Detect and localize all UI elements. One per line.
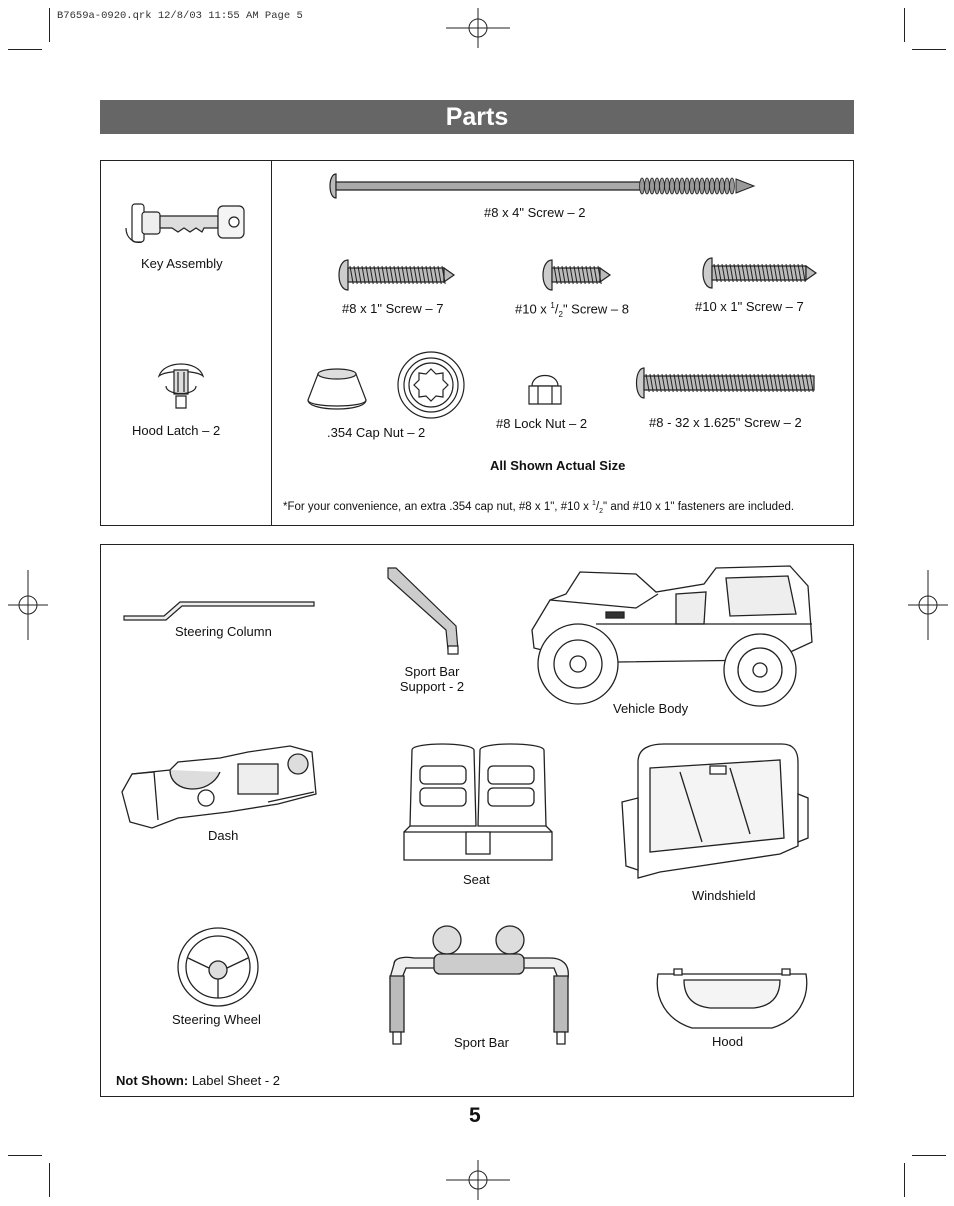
windshield-icon xyxy=(620,742,808,882)
sport-bar-support-label: Sport Bar Support - 2 xyxy=(399,664,465,694)
page-title: Parts xyxy=(445,103,509,131)
steering-column-label: Steering Column xyxy=(175,624,272,639)
sport-bar-support-icon xyxy=(384,566,464,658)
vehicle-body-label: Vehicle Body xyxy=(613,701,689,716)
key-assembly-icon xyxy=(124,198,248,248)
hood-icon xyxy=(654,968,810,1032)
registration-mark-icon xyxy=(446,8,510,48)
screw-10xhalf-label: #10 x $^1/_2$" Screw – 8 xyxy=(515,301,629,319)
crop-mark xyxy=(904,1163,905,1197)
vehicle-body-icon xyxy=(526,564,816,710)
screw-8x4-icon xyxy=(326,170,758,202)
crop-mark xyxy=(912,1155,946,1156)
cap-nut-side-icon xyxy=(304,366,370,414)
seat-label: Seat xyxy=(463,872,490,887)
sport-bar-label: Sport Bar xyxy=(454,1035,509,1050)
windshield-label: Windshield xyxy=(692,888,756,903)
screw-10xhalf-icon xyxy=(540,258,612,292)
crop-mark xyxy=(8,49,42,50)
lock-nut-label: #8 Lock Nut – 2 xyxy=(496,416,588,431)
screw-10x1-label: #10 x 1" Screw – 7 xyxy=(695,299,804,314)
hood-latch-icon xyxy=(156,356,206,412)
page-number: 5 xyxy=(469,1104,481,1127)
crop-mark xyxy=(912,49,946,50)
cap-nut-label: .354 Cap Nut – 2 xyxy=(327,425,426,440)
crop-mark xyxy=(8,1155,42,1156)
dash-label: Dash xyxy=(208,828,239,843)
seat-icon xyxy=(402,742,554,866)
registration-mark-icon xyxy=(908,570,948,640)
print-slug: B7659a-0920.qrk 12/8/03 11:55 AM Page 5 xyxy=(57,10,303,22)
screw-8x1-label: #8 x 1" Screw – 7 xyxy=(342,301,444,316)
lock-nut-icon xyxy=(526,370,564,408)
registration-mark-icon xyxy=(446,1160,510,1200)
crop-mark xyxy=(49,8,50,42)
dash-icon xyxy=(118,742,322,830)
cap-nut-front-icon xyxy=(396,350,466,420)
screw-8x4-label: #8 x 4" Screw – 2 xyxy=(484,205,586,220)
screw-8-32-icon xyxy=(632,366,818,400)
fastener-footnote: *For your convenience, an extra .354 cap nut, #8 x 1", #10 x $^1/_2$" and #10 x 1" fasteners are included. xyxy=(283,500,795,516)
screw-8x1-icon xyxy=(336,258,456,292)
crop-mark xyxy=(904,8,905,42)
steering-wheel-icon xyxy=(176,926,260,1008)
hood-label: Hood xyxy=(712,1034,744,1049)
sport-bar-icon xyxy=(384,924,576,1048)
steering-column-icon xyxy=(122,596,316,622)
screw-10x1-icon xyxy=(700,256,818,290)
section-title-bar xyxy=(100,100,854,134)
hood-latch-label: Hood Latch – 2 xyxy=(132,423,221,438)
key-assembly-label: Key Assembly xyxy=(141,256,223,271)
actual-size-note: All Shown Actual Size xyxy=(490,458,626,473)
panel-divider xyxy=(271,160,272,526)
steering-wheel-label: Steering Wheel xyxy=(172,1012,261,1027)
screw-8-32-label: #8 - 32 x 1.625" Screw – 2 xyxy=(649,415,802,430)
crop-mark xyxy=(49,1163,50,1197)
not-shown-note: Not Shown: Label Sheet - 2 xyxy=(116,1073,281,1088)
registration-mark-icon xyxy=(8,570,48,640)
